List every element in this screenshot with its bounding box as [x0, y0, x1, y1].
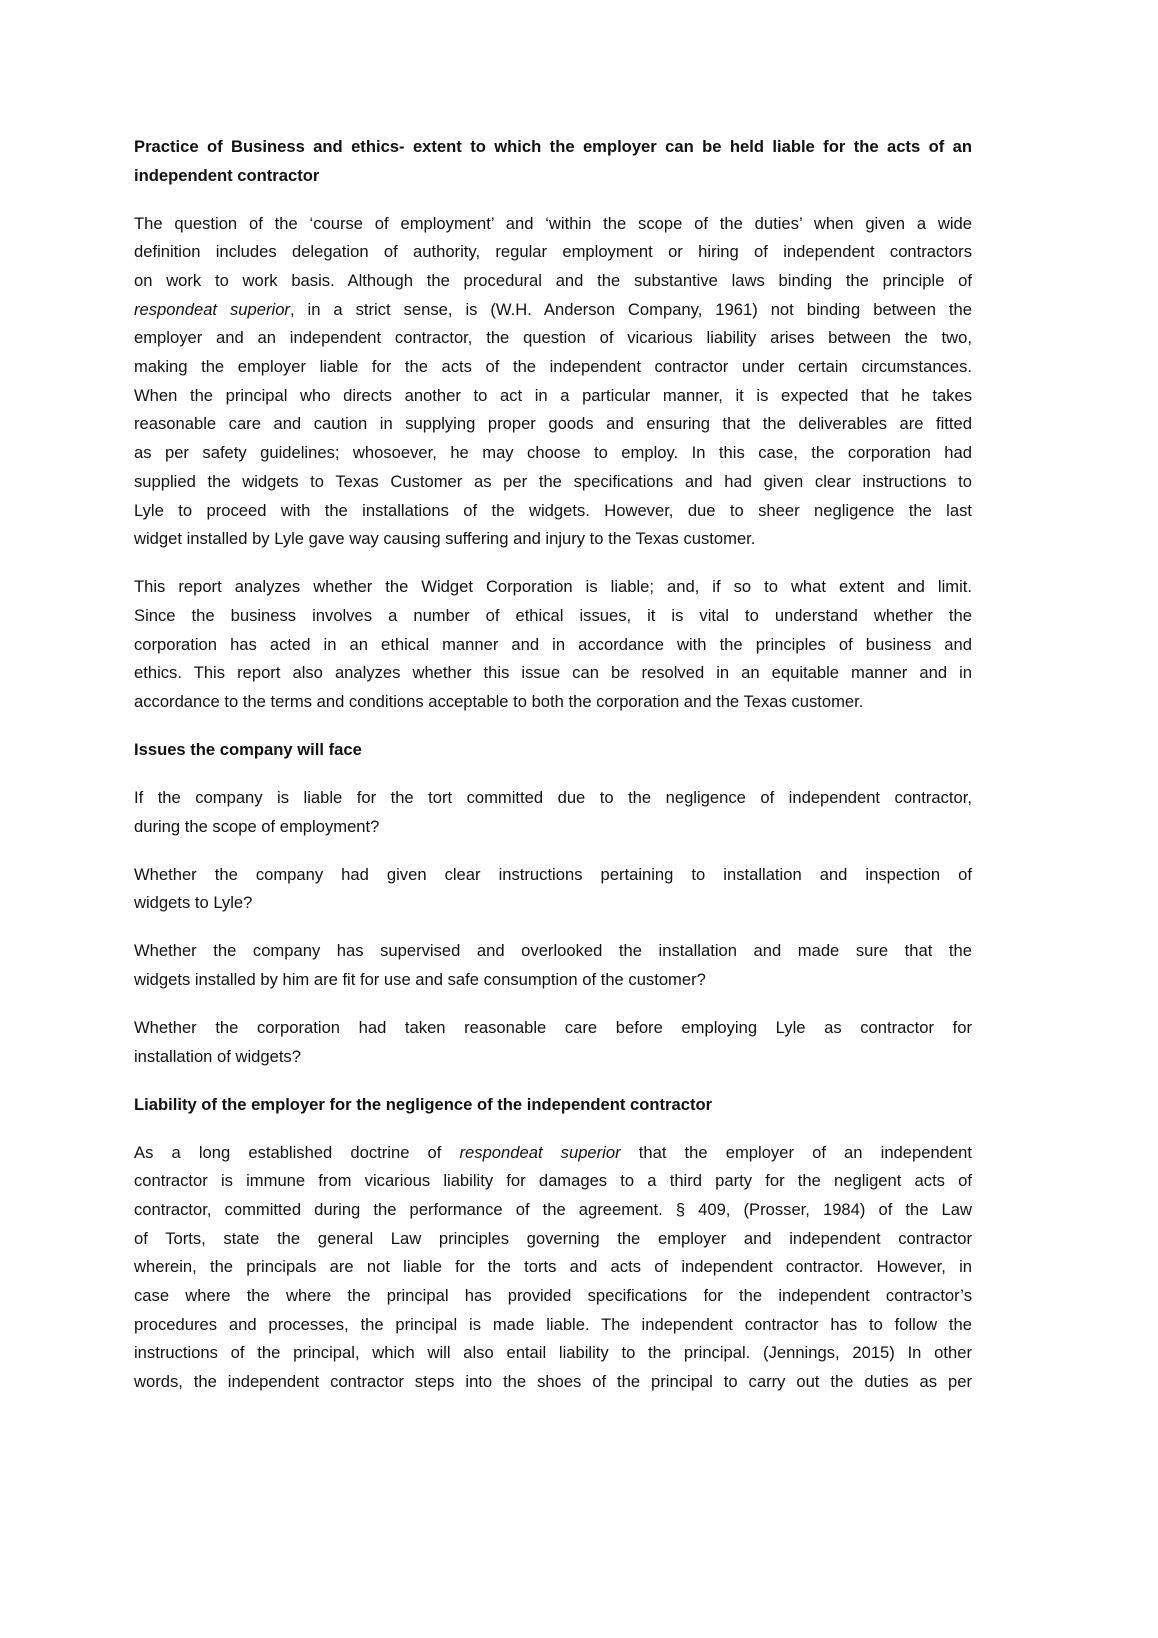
- paragraph: [134, 210, 972, 554]
- text-line: Issues the company will face: [134, 739, 362, 759]
- text-line: Whether the company has supervised and overlooked the installation and made sure that the: [134, 941, 972, 961]
- text-line: corporation has acted in an ethical manner and in accordance with the principles of business and: [134, 634, 972, 654]
- text-line: contractor is immune from vicarious liability for damages to a third party for the negligent acts of: [134, 1171, 972, 1191]
- text-segment: , in a strict sense, is (W.H. Anderson Company, 1961) not binding between the: [289, 299, 972, 319]
- text-segment: that the employer of an independent: [620, 1142, 972, 1162]
- section-heading: [134, 736, 972, 765]
- document-page: [134, 133, 972, 1416]
- text-segment: As a long established doctrine of: [134, 1142, 460, 1162]
- text-line: Since the business involves a number of ethical issues, it is vital to understand whether the: [134, 605, 972, 625]
- text-line: accordance to the terms and conditions acceptable to both the corporation and the Texas customer.: [134, 691, 864, 711]
- text-line: reasonable care and caution in supplying proper goods and ensuring that the deliverables are fitted: [134, 414, 972, 434]
- text-line: as per safety guidelines; whosoever, he may choose to employ. In this case, the corporation had: [134, 443, 972, 463]
- text-line: If the company is liable for the tort committed due to the negligence of independent contractor,: [134, 787, 972, 807]
- text-line: definition includes delegation of authority, regular employment or hiring of independent contractors: [134, 242, 972, 262]
- text-line: contractor, committed during the performance of the agreement. § 409, (Prosser, 1984) of the Law: [134, 1199, 972, 1219]
- text-line: on work to work basis. Although the procedural and the substantive laws binding the principle of: [134, 271, 972, 291]
- text-line: Liability of the employer for the negligence of the independent contractor: [134, 1094, 713, 1114]
- text-line: supplied the widgets to Texas Customer as per the specifications and had given clear instructions to: [134, 471, 972, 491]
- text-line: making the employer liable for the acts of the independent contractor under certain circumstances.: [134, 357, 972, 377]
- text-line: Practice of Business and ethics- extent to which the employer can be held liable for the acts of an: [134, 137, 972, 156]
- text-line: This report analyzes whether the Widget Corporation is liable; and, if so to what extent and limit.: [134, 577, 972, 597]
- text-line: employer and an independent contractor, the question of vicarious liability arises between the two,: [134, 328, 972, 348]
- text-line: ethics. This report also analyzes whether this issue can be resolved in an equitable manner and in: [134, 663, 972, 683]
- italic-term: respondeat superior: [134, 299, 290, 319]
- paragraph: [134, 784, 972, 841]
- text-line: instructions of the principal, which will also entail liability to the principal. (Jennings, 2015) In other: [134, 1343, 972, 1363]
- text-line: Lyle to proceed with the installations of the widgets. However, due to sheer negligence the last: [134, 500, 972, 520]
- text-line: Whether the corporation had taken reasonable care before employing Lyle as contractor for: [134, 1017, 972, 1037]
- paragraph: [134, 937, 972, 994]
- text-line: widget installed by Lyle gave way causing suffering and injury to the Texas customer.: [134, 529, 756, 549]
- italic-term: respondeat superior: [459, 1142, 621, 1162]
- text-line: widgets installed by him are fit for use and safe consumption of the customer?: [134, 969, 706, 989]
- paragraph: [134, 1014, 972, 1071]
- paragraph: [134, 1139, 972, 1397]
- paragraph: [134, 573, 972, 716]
- text-line: widgets to Lyle?: [134, 893, 253, 913]
- paragraph: [134, 861, 972, 918]
- text-line: of Torts, state the general Law principles governing the employer and independent contractor: [134, 1228, 972, 1248]
- text-line: [134, 296, 972, 325]
- section-heading: [134, 133, 972, 190]
- text-line: during the scope of employment?: [134, 816, 380, 836]
- text-line: independent contractor: [134, 165, 320, 185]
- text-line: [134, 1139, 972, 1168]
- text-line: procedures and processes, the principal is made liable. The independent contractor has to follow the: [134, 1314, 972, 1334]
- text-line: installation of widgets?: [134, 1046, 301, 1066]
- text-line: Whether the company had given clear instructions pertaining to installation and inspection of: [134, 864, 972, 884]
- text-line: The question of the ‘course of employment’ and ‘within the scope of the duties’ when given a wide: [134, 213, 972, 233]
- text-line: words, the independent contractor steps into the shoes of the principal to carry out the duties as per: [134, 1372, 972, 1392]
- text-line: When the principal who directs another to act in a particular manner, it is expected that he takes: [134, 385, 972, 405]
- text-line: case where the where the principal has provided specifications for the independent contractor’s: [134, 1286, 972, 1306]
- section-heading: [134, 1091, 972, 1120]
- text-line: wherein, the principals are not liable for the torts and acts of independent contractor. However, in: [134, 1257, 972, 1277]
